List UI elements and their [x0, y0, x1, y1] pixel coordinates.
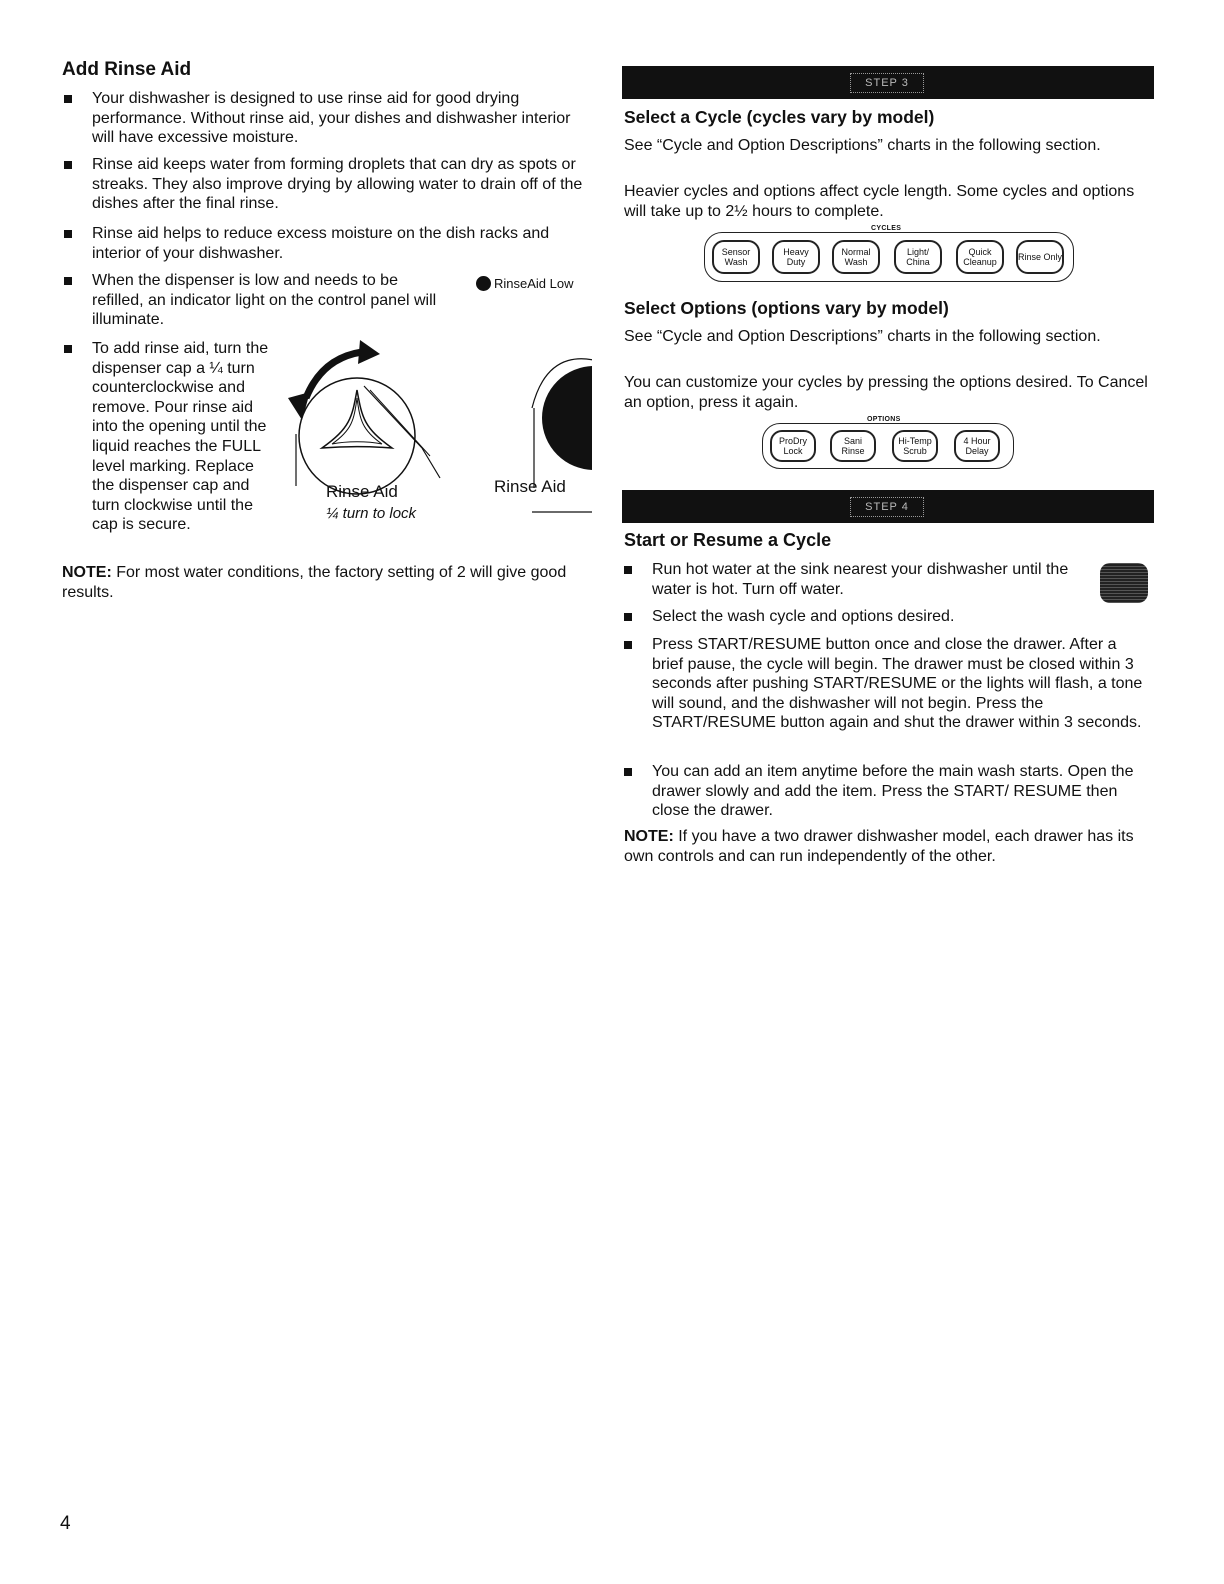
bullet-square-icon [64, 230, 72, 238]
list-item: Press START/RESUME button once and close the drawer. After a brief pause, the cycle will begin. The drawer must be closed within 3 seconds after pushing START/RESUME or the lights will flash, a tone will sound, and the dishwasher will not begin. Press the START/RESUME button again and shut the drawer within 3 seconds. [622, 635, 1152, 733]
list-item: Your dishwasher is designed to use rinse aid for good drying performance. Without rinse aid, your dishes and dishwasher interior will have excessive moisture. [62, 89, 592, 148]
cycles-panel-title: CYCLES [868, 225, 904, 232]
cycle-button-sensor-wash[interactable]: Sensor Wash [712, 240, 760, 274]
select-cycle-paragraph-2: Heavier cycles and options affect cycle length. Some cycles and options will take up to 2½ hours to complete. [624, 183, 1135, 220]
rinse-aid-low-indicator: RinseAid Low [476, 276, 574, 291]
cap-label: Rinse Aid [326, 482, 398, 501]
rinse-aid-note: NOTE: For most water conditions, the factory setting of 2 will give good results. [62, 564, 567, 601]
option-button-hi-temp-scrub[interactable]: Hi-Temp Scrub [892, 430, 938, 462]
side-view-label: Rinse Aid [494, 477, 566, 496]
option-button-sani-rinse[interactable]: Sani Rinse [830, 430, 876, 462]
list-item: Rinse aid keeps water from forming droplets that can dry as spots or streaks. They also improve drying by allowing water to drain off of the dishes after the final rinse. [62, 155, 592, 214]
bullet-square-icon [64, 277, 72, 285]
bullet-square-icon [624, 768, 632, 776]
step-banner-4 [622, 490, 1154, 523]
cycle-button-light-china[interactable]: Light/ China [894, 240, 942, 274]
options-panel-title: OPTIONS [864, 416, 904, 423]
select-cycle-heading: Select a Cycle (cycles vary by model) [624, 107, 935, 127]
cycle-button-quick-cleanup[interactable]: Quick Cleanup [956, 240, 1004, 274]
select-cycle-paragraph-1: See “Cycle and Option Descriptions” charts in the following section. [624, 137, 1101, 154]
list-item: To add rinse aid, turn the dispenser cap a ¼ turn counterclockwise and remove. Pour rinse aid into the opening until the liquid reaches the FULL level marking. Replace the dispenser cap and turn clockwise until the cap is secure. [62, 339, 274, 535]
list-item: Rinse aid helps to reduce excess moisture on the dish racks and interior of your dishwasher. [62, 224, 572, 263]
step-tag: STEP 3 [850, 73, 924, 93]
cycle-button-normal-wash[interactable]: Normal Wash [832, 240, 880, 274]
start-resume-button-icon [1100, 563, 1148, 603]
bullet-square-icon [64, 95, 72, 103]
add-rinse-aid-heading: Add Rinse Aid [62, 59, 192, 80]
bullet-square-icon [624, 641, 632, 649]
list-item: Run hot water at the sink nearest your dishwasher until the water is hot. Turn off water. [622, 560, 1092, 599]
list-item: Select the wash cycle and options desired. [622, 607, 1152, 627]
bullet-square-icon [64, 345, 72, 353]
option-button-prodry-lock[interactable]: ProDry Lock [770, 430, 816, 462]
bullet-square-icon [624, 613, 632, 621]
step-banner-3 [622, 66, 1154, 99]
two-drawer-note: NOTE: If you have a two drawer dishwasher model, each drawer has its own controls and can run independently of the other. [624, 828, 1134, 865]
step-tag: STEP 4 [850, 497, 924, 517]
start-resume-heading: Start or Resume a Cycle [624, 530, 832, 550]
option-button-4-hour-delay[interactable]: 4 Hour Delay [954, 430, 1000, 462]
quarter-turn-caption: ¼ turn to lock [326, 505, 417, 522]
list-item: You can add an item anytime before the main wash starts. Open the drawer slowly and add the item. Press the START/ RESUME then close the drawer. [622, 762, 1152, 821]
list-item: When the dispenser is low and needs to be refilled, an indicator light on the control panel will illuminate. [62, 271, 452, 330]
select-options-heading: Select Options (options vary by model) [624, 298, 949, 318]
bullet-square-icon [64, 161, 72, 169]
page-number: 4 [60, 1513, 71, 1534]
options-panel [762, 416, 1016, 471]
rotate-arrow-icon [306, 352, 362, 398]
indicator-light-icon [476, 276, 491, 291]
cycle-button-rinse-only[interactable]: Rinse Only [1016, 240, 1064, 274]
cycle-button-heavy-duty[interactable]: Heavy Duty [772, 240, 820, 274]
cycles-panel [704, 225, 1074, 282]
select-options-paragraph-1: See “Cycle and Option Descriptions” charts in the following section. [624, 328, 1101, 345]
bullet-square-icon [624, 566, 632, 574]
select-options-paragraph-2: You can customize your cycles by pressing the options desired. To Cancel an option, press it again. [624, 374, 1148, 411]
